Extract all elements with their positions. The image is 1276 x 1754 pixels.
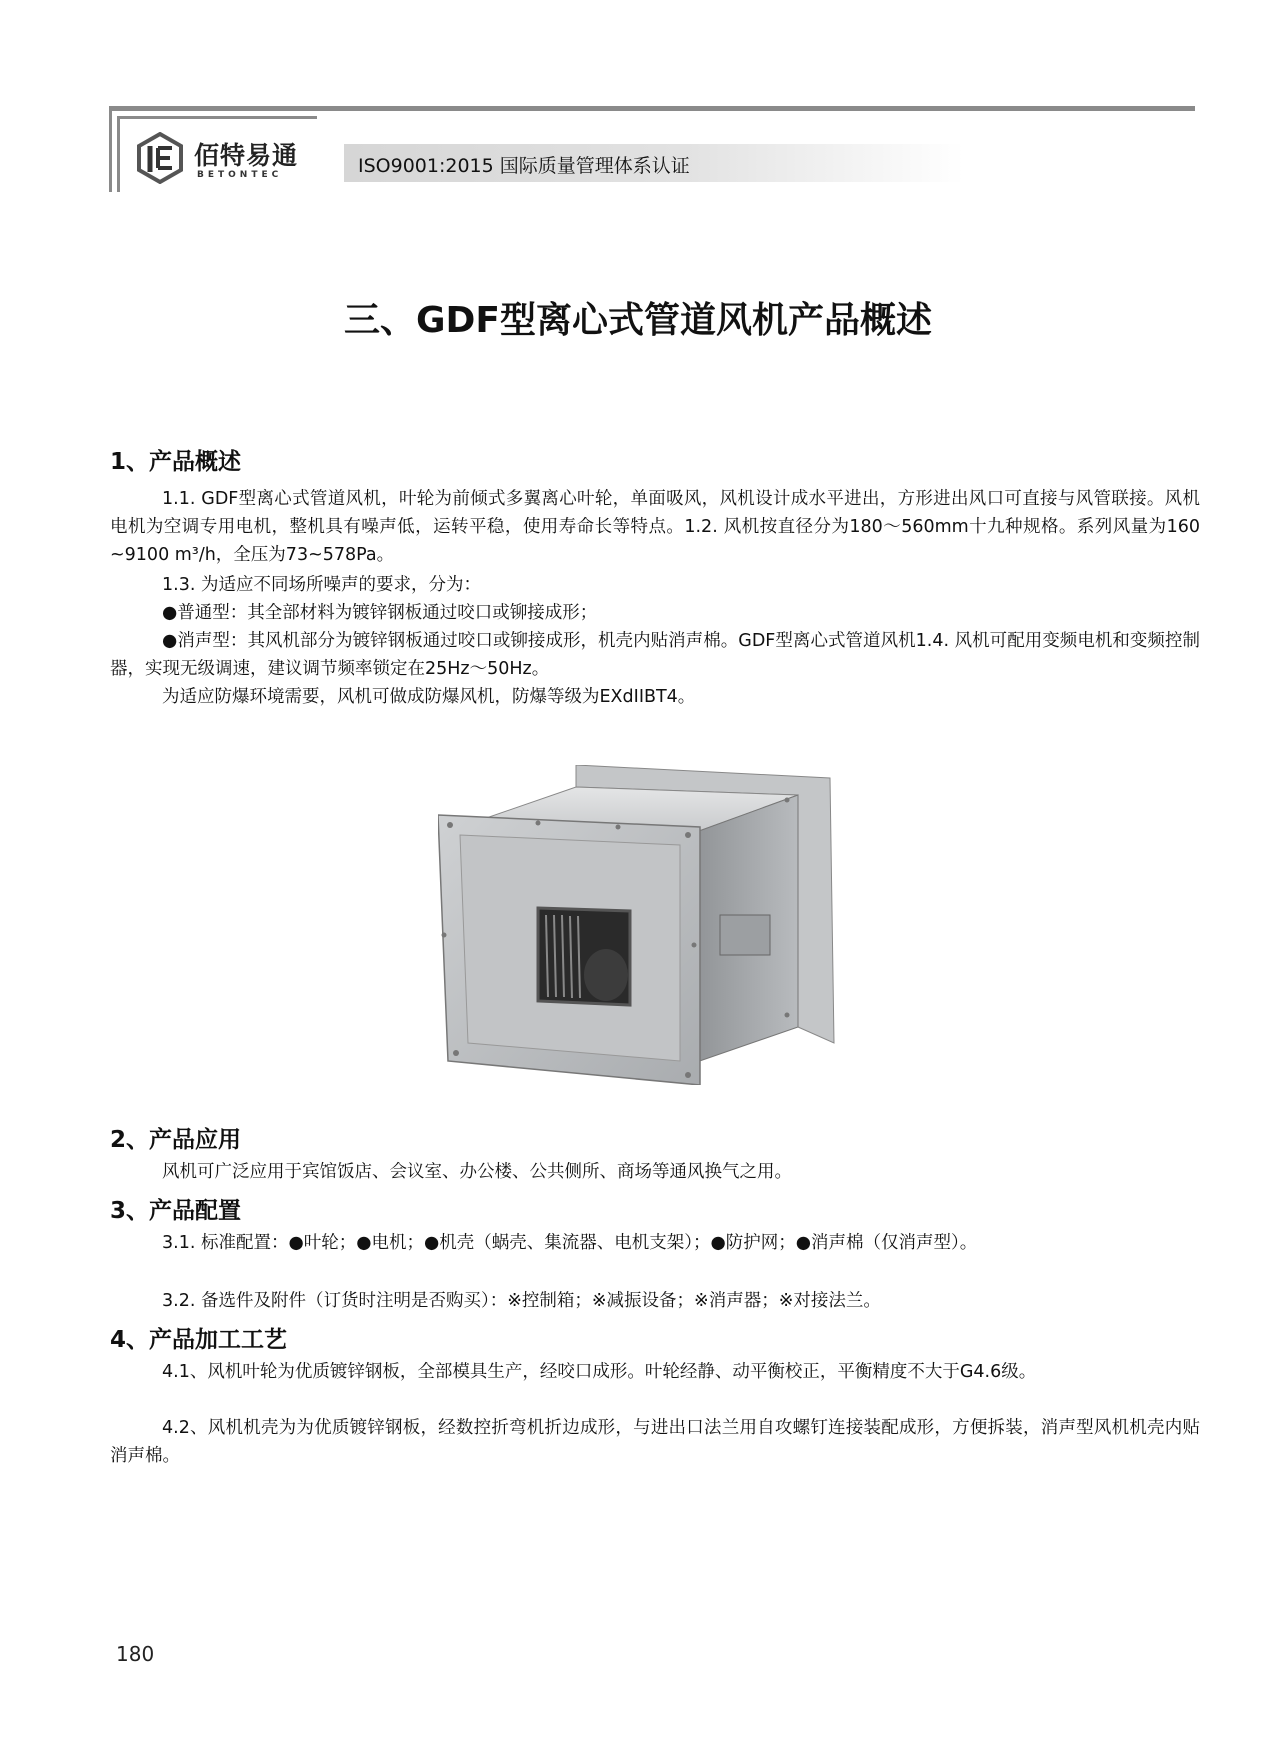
duct-fan-illustration xyxy=(438,765,848,1085)
paragraph-configuration-2: 3.2. 备选件及附件（订货时注明是否购买）：※控制箱；※减振设备；※消声器；※对接法兰。 xyxy=(162,1291,881,1311)
certification-banner xyxy=(344,144,964,182)
brand-subtitle: BETONTEC xyxy=(197,170,283,180)
certification-text: ISO9001:2015 国际质量管理体系认证 xyxy=(358,155,690,177)
brand-logo xyxy=(134,130,334,190)
page-number: 180 xyxy=(116,1642,155,1666)
section-heading-process: 4、产品加工工艺 xyxy=(110,1327,288,1353)
paragraph-overview-1: 1.1. GDF型离心式管道风机，叶轮为前倾式多翼离心叶轮，单面吸风，风机设计成水平进出，方形进出风口可直接与风管联接。风机电机为空调专用电机，整机具有噪声低，运转平稳，使用寿命长等特点。1.2. 风机按直径分为180～560mm十九种规格。系列风量为160 ~9100 m³/h，全压为73~578Pa。 xyxy=(110,489,1200,565)
paragraph-overview-5: 为适应防爆环境需要，风机可做成防爆风机，防爆等级为EXdIIBT4。 xyxy=(162,687,696,707)
section-heading-configuration: 3、产品配置 xyxy=(110,1198,242,1224)
paragraph-process-1: 4.1、风机叶轮为优质镀锌钢板，全部模具生产，经咬口成形。叶轮经静、动平衡校正，平衡精度不大于G4.6级。 xyxy=(162,1362,1037,1382)
page-title: 三、GDF型离心式管道风机产品概述 xyxy=(343,300,933,341)
section-heading-application: 2、产品应用 xyxy=(110,1127,242,1153)
product-image xyxy=(438,765,848,1085)
paragraph-process-2: 4.2、风机机壳为为优质镀锌钢板，经数控折弯机折边成形，与进出口法兰用自攻螺钉连接装配成形，方便拆装，消声型风机机壳内贴消声棉。 xyxy=(110,1418,1200,1466)
header-rule-inner-top xyxy=(117,116,317,119)
paragraph-overview-2: 1.3. 为适应不同场所噪声的要求，分为： xyxy=(162,575,481,595)
brand-mark-icon xyxy=(134,132,186,184)
paragraph-application-1: 风机可广泛应用于宾馆饭店、会议室、办公楼、公共侧所、商场等通风换气之用。 xyxy=(162,1162,792,1182)
section-heading-overview: 1、产品概述 xyxy=(110,449,242,475)
paragraph-configuration-1: 3.1. 标准配置：●叶轮；●电机；●机壳（蜗壳、集流器、电机支架）；●防护网；●消声棉（仅消声型）。 xyxy=(162,1233,978,1253)
header-rule-left-inner xyxy=(117,116,120,192)
paragraph-overview-3: ●普通型：其全部材料为镀锌钢板通过咬口或铆接成形； xyxy=(162,603,598,623)
brand-name: 佰特易通 xyxy=(194,141,299,170)
header-rule-top xyxy=(109,106,1195,111)
paragraph-overview-4: ●消声型：其风机部分为镀锌钢板通过咬口或铆接成形，机壳内贴消声棉。GDF型离心式管道风机1.4. 风机可配用变频电机和变频控制器，实现无级调速，建议调节频率锁定在25Hz～50Hz。 xyxy=(110,631,1200,679)
header-rule-left-outer xyxy=(109,106,112,192)
